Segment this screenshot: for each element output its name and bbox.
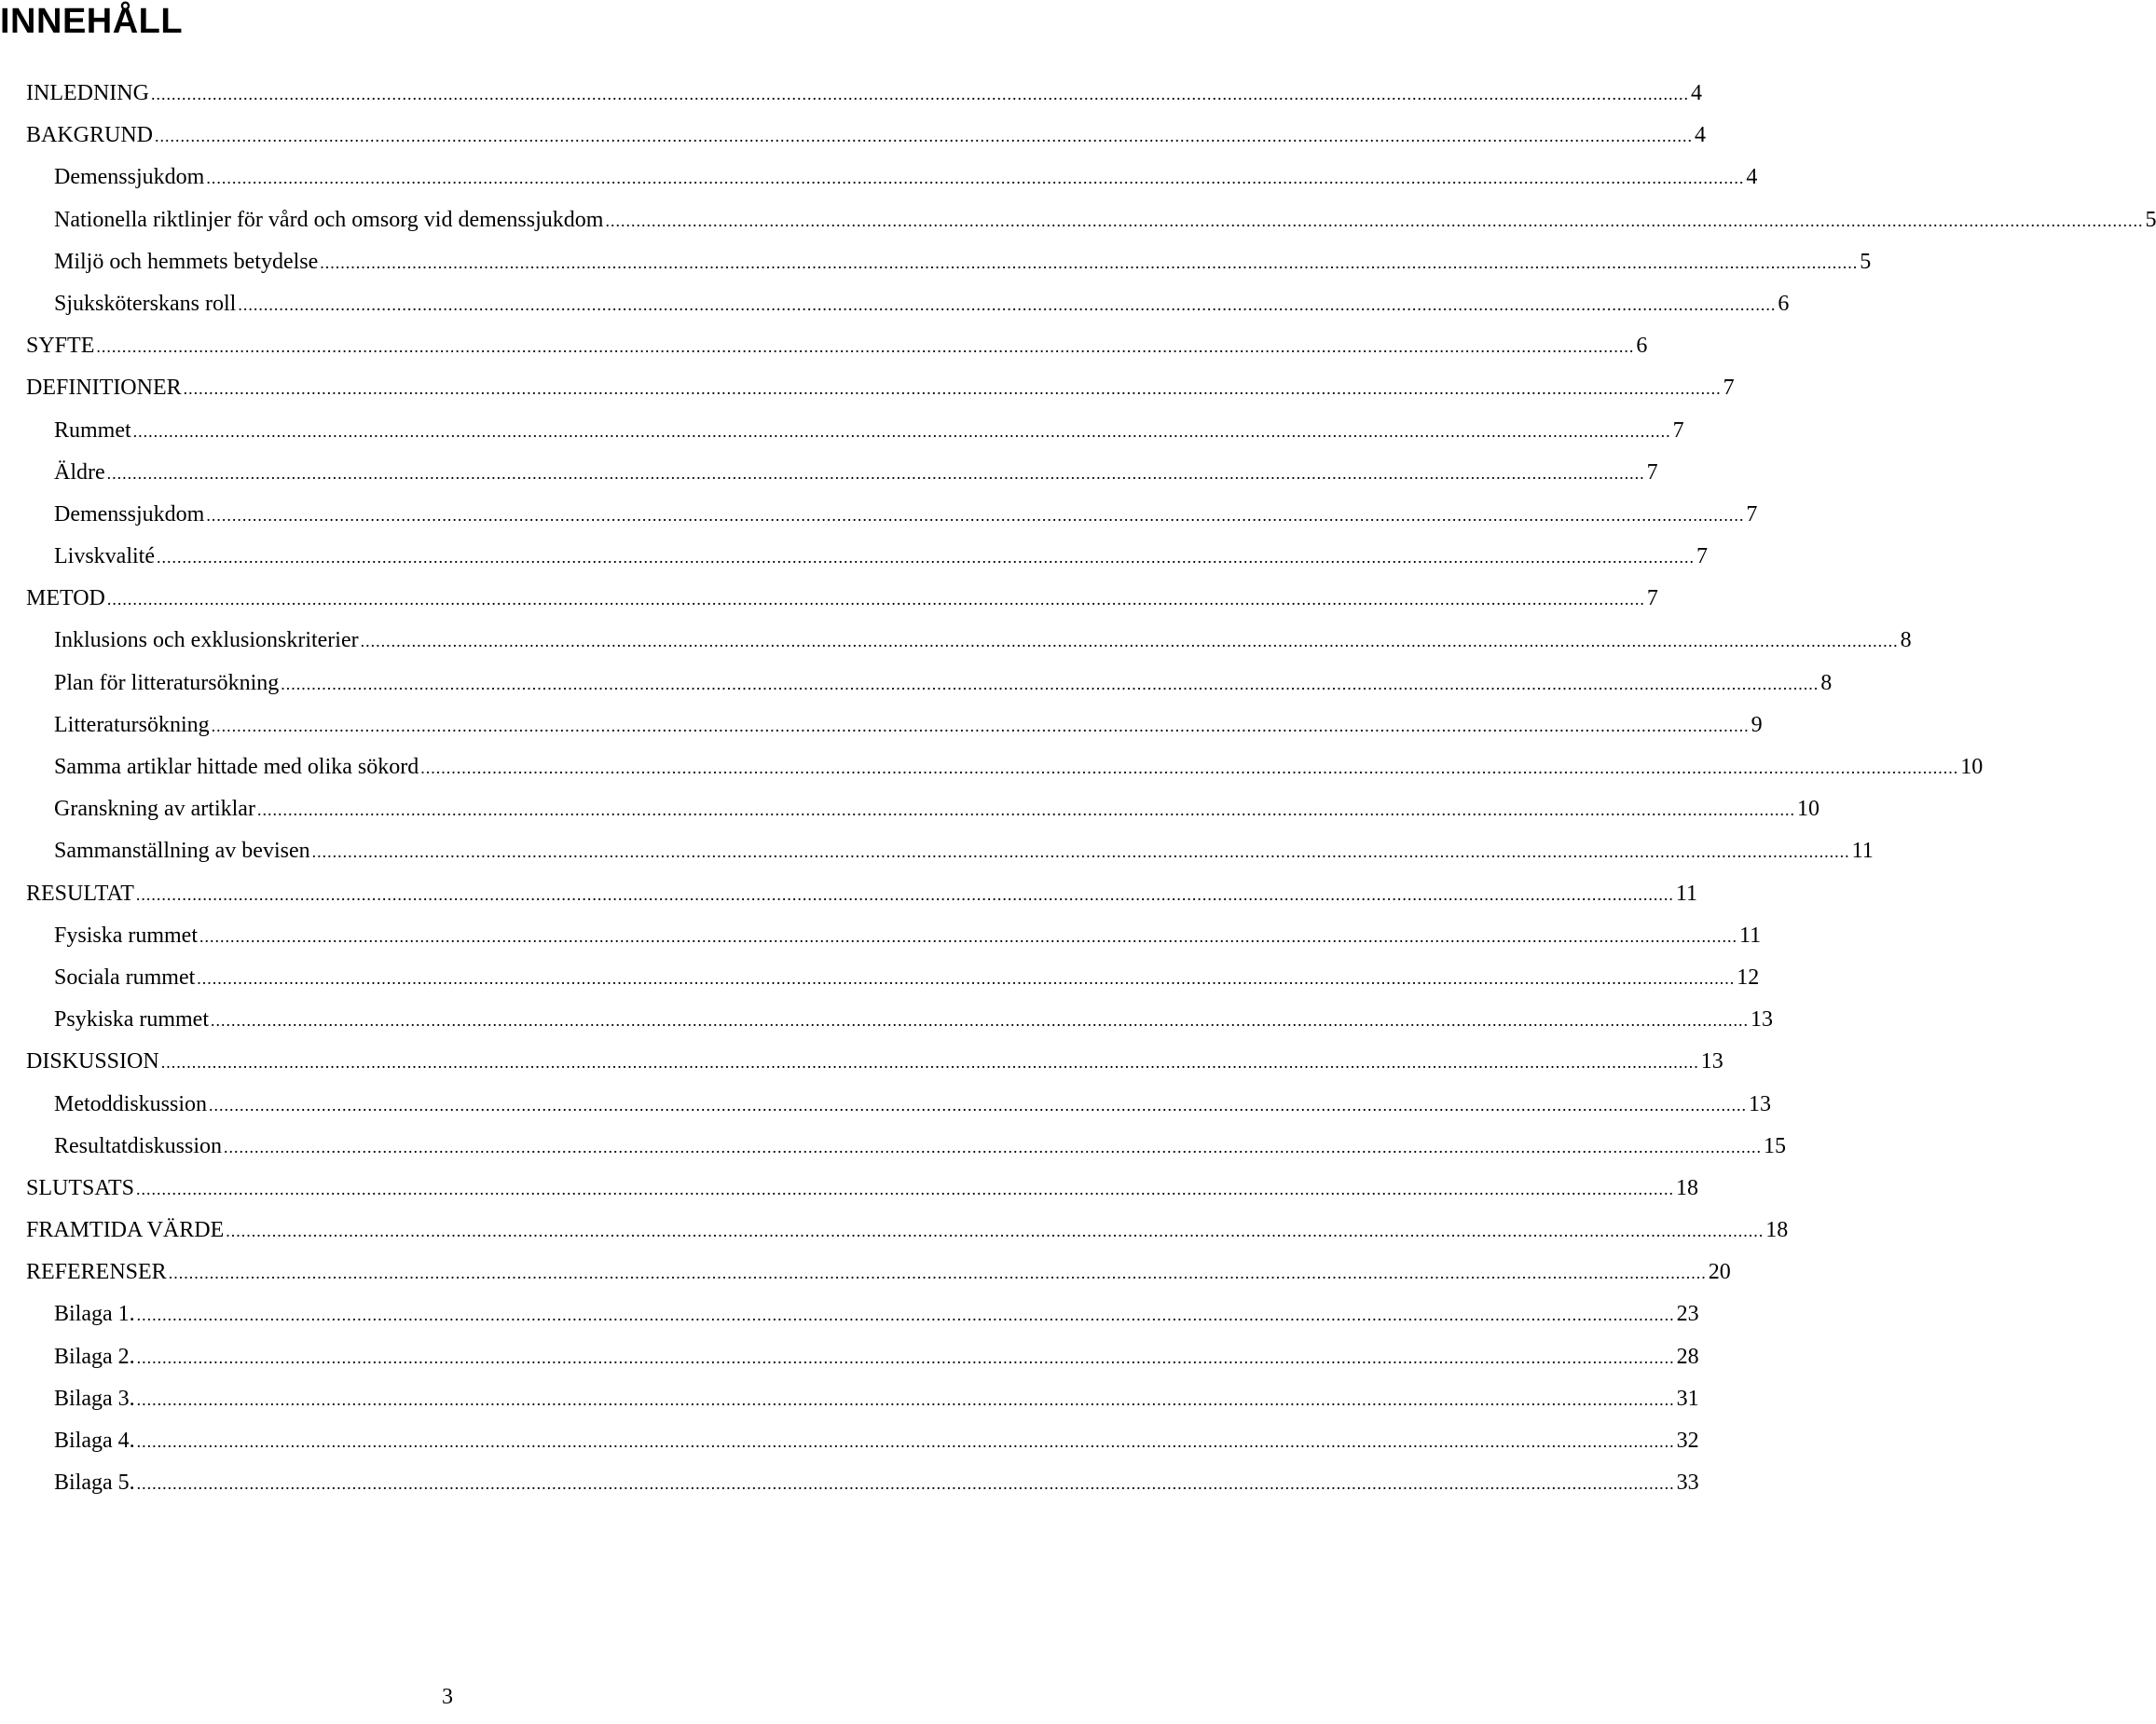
toc-entry[interactable] <box>26 830 1874 872</box>
toc-entry-page: 4 <box>1690 81 1702 105</box>
toc-entry-label: Metoddiskussion <box>54 1091 208 1116</box>
toc-entry[interactable] <box>26 915 1762 957</box>
toc-entry-page: 11 <box>1739 923 1762 948</box>
toc-entry[interactable] <box>26 788 1820 830</box>
toc-entry-label: Nationella riktlinjer för vård och omsorg vid demenssjukdom <box>54 207 604 232</box>
toc-dot-leader: ............................................................................................................................................................................................................................................................................................................ <box>320 253 1859 272</box>
toc-entry[interactable] <box>26 452 1658 494</box>
toc-entry-page: 18 <box>1765 1218 1789 1243</box>
toc-entry-page: 9 <box>1751 712 1763 737</box>
toc-entry-label: Äldre <box>54 459 105 485</box>
toc-entry[interactable] <box>26 620 1912 662</box>
toc-entry-label: SYFTE <box>26 334 95 359</box>
toc-dot-leader: ............................................................................................................................................................................................................................................................................................................ <box>199 926 1737 946</box>
toc-entry-page: 12 <box>1737 965 1760 990</box>
toc-entry-label: DISKUSSION <box>26 1049 159 1074</box>
toc-dot-leader: ............................................................................................................................................................................................................................................................................................................ <box>224 1137 1763 1156</box>
toc-dot-leader: ............................................................................................................................................................................................................................................................................................................ <box>155 127 1694 146</box>
toc-entry-label: Sammanställning av bevisen <box>54 839 310 864</box>
toc-entry-label: Litteratursökning <box>54 712 210 737</box>
toc-dot-leader: ............................................................................................................................................................................................................................................................................................................ <box>211 1011 1749 1031</box>
toc-entry-page: 7 <box>1723 376 1735 401</box>
toc-entry[interactable] <box>26 115 1707 157</box>
toc-dot-leader: ............................................................................................................................................................................................................................................................................................................ <box>256 800 1795 820</box>
toc-dot-leader: ............................................................................................................................................................................................................................................................................................................ <box>197 968 1736 988</box>
toc-entry-page: 8 <box>1900 628 1912 653</box>
toc-entry[interactable] <box>26 494 1758 536</box>
toc-entry[interactable] <box>26 1378 1699 1420</box>
toc-entry-label: Rummet <box>54 417 131 443</box>
toc-entry-page: 23 <box>1676 1302 1699 1327</box>
toc-entry-page: 13 <box>1751 1007 1773 1033</box>
toc-dot-leader: ............................................................................................................................................................................................................................................................................................................ <box>106 463 1645 483</box>
toc-dot-leader: ............................................................................................................................................................................................................................................................................................................ <box>168 1264 1707 1283</box>
toc-entry-label: Miljö och hemmets betydelse <box>54 249 319 274</box>
toc-entry[interactable] <box>26 999 1773 1041</box>
toc-entry[interactable] <box>26 325 1648 367</box>
toc-entry[interactable] <box>26 1126 1787 1168</box>
toc-dot-leader: ............................................................................................................................................................................................................................................................................................................ <box>106 590 1645 609</box>
toc-entry[interactable] <box>26 746 1984 788</box>
toc-entry[interactable] <box>26 1041 1723 1083</box>
toc-entry[interactable] <box>26 410 1684 452</box>
toc-entry[interactable] <box>26 1462 1699 1504</box>
page-number: 3 <box>442 1685 453 1709</box>
toc-entry[interactable] <box>26 536 1708 578</box>
toc-dot-leader: ............................................................................................................................................................................................................................................................................................................ <box>132 421 1671 441</box>
toc-dot-leader: ............................................................................................................................................................................................................................................................................................................ <box>160 1053 1699 1073</box>
toc-entry-label: BAKGRUND <box>26 123 154 148</box>
toc-entry-label: INLEDNING <box>26 81 149 105</box>
toc-entry-page: 7 <box>1696 544 1708 569</box>
toc-entry-page: 13 <box>1700 1049 1723 1074</box>
toc-dot-leader: ............................................................................................................................................................................................................................................................................................................ <box>206 169 1745 188</box>
toc-entry-page: 15 <box>1764 1133 1787 1158</box>
toc-entry[interactable] <box>26 1168 1699 1210</box>
toc-entry-label: METOD <box>26 586 105 611</box>
toc-dot-leader: ............................................................................................................................................................................................................................................................................................................ <box>311 842 1850 862</box>
toc-entry-page: 13 <box>1749 1091 1772 1116</box>
toc-entry-page: 20 <box>1708 1260 1731 1285</box>
toc-entry-page: 5 <box>2145 207 2156 232</box>
toc-entry-page: 7 <box>1646 586 1658 611</box>
toc-entry-label: Inklusions och exklusionskriterier <box>54 628 359 653</box>
toc-entry-page: 10 <box>1960 755 1984 779</box>
toc-entry-label: REFERENSER <box>26 1260 167 1285</box>
toc-dot-leader: ............................................................................................................................................................................................................................................................................................................ <box>209 1095 1748 1115</box>
toc-entry[interactable] <box>26 1336 1699 1378</box>
page-title: INNEHÅLL <box>0 2 184 41</box>
toc-entry[interactable] <box>26 73 1702 115</box>
toc-entry-label: Bilaga 5. <box>54 1471 135 1496</box>
toc-entry-page: 6 <box>1636 334 1648 359</box>
toc-entry-page: 31 <box>1676 1386 1699 1411</box>
toc-dot-leader: ............................................................................................................................................................................................................................................................................................................ <box>136 1389 1675 1409</box>
toc-entry[interactable] <box>26 1252 1731 1293</box>
toc-entry[interactable] <box>26 199 2156 241</box>
toc-entry-label: Sjuksköterskans roll <box>54 291 237 316</box>
toc-entry-page: 11 <box>1675 881 1697 906</box>
toc-entry[interactable] <box>26 957 1760 999</box>
toc-entry-label: Granskning av artiklar <box>54 797 255 822</box>
toc-entry-page: 10 <box>1796 797 1820 822</box>
toc-entry[interactable] <box>26 1084 1772 1126</box>
toc-entry[interactable] <box>26 1420 1699 1462</box>
toc-entry[interactable] <box>26 1210 1789 1252</box>
toc-dot-leader: ............................................................................................................................................................................................................................................................................................................ <box>605 211 2144 230</box>
toc-entry-page: 33 <box>1676 1471 1699 1496</box>
toc-entry-page: 4 <box>1746 165 1758 190</box>
toc-entry-label: RESULTAT <box>26 881 134 906</box>
toc-entry-label: Resultatdiskussion <box>54 1133 223 1158</box>
toc-entry[interactable] <box>26 157 1758 198</box>
toc-entry-page: 4 <box>1695 123 1707 148</box>
toc-entry-label: Samma artiklar hittade med olika sökord <box>54 755 419 779</box>
toc-entry[interactable] <box>26 367 1735 409</box>
toc-dot-leader: ............................................................................................................................................................................................................................................................................................................ <box>150 85 1689 103</box>
toc-entry-label: Bilaga 4. <box>54 1429 135 1453</box>
toc-dot-leader: ............................................................................................................................................................................................................................................................................................................ <box>136 1179 1675 1198</box>
toc-entry-page: 28 <box>1676 1344 1699 1369</box>
toc-dot-leader: ............................................................................................................................................................................................................................................................................................................ <box>136 1348 1675 1367</box>
toc-entry-page: 32 <box>1676 1429 1699 1453</box>
toc-dot-leader: ............................................................................................................................................................................................................................................................................................................ <box>420 759 1959 777</box>
toc-dot-leader: ............................................................................................................................................................................................................................................................................................................ <box>206 505 1745 525</box>
toc-dot-leader: ............................................................................................................................................................................................................................................................................................................ <box>238 294 1777 314</box>
toc-entry-page: 7 <box>1746 501 1758 527</box>
toc-entry-page: 7 <box>1672 417 1684 443</box>
toc-entry[interactable] <box>26 705 1763 746</box>
toc-dot-leader: ............................................................................................................................................................................................................................................................................................................ <box>183 379 1722 399</box>
toc-dot-leader: ............................................................................................................................................................................................................................................................................................................ <box>135 884 1674 904</box>
toc-dot-leader: ............................................................................................................................................................................................................................................................................................................ <box>156 548 1695 568</box>
toc-entry-page: 18 <box>1676 1175 1699 1200</box>
toc-entry-page: 7 <box>1646 459 1658 485</box>
toc-dot-leader: ............................................................................................................................................................................................................................................................................................................ <box>136 1432 1675 1451</box>
toc-entry-page: 8 <box>1820 670 1833 695</box>
toc-entry[interactable] <box>26 1293 1699 1335</box>
toc-entry-label: Fysiska rummet <box>54 923 198 948</box>
table-of-contents <box>26 73 2156 1504</box>
toc-entry[interactable] <box>26 663 1833 705</box>
toc-entry-label: Psykiska rummet <box>54 1007 209 1033</box>
toc-dot-leader: ............................................................................................................................................................................................................................................................................................................ <box>136 1306 1675 1325</box>
toc-entry[interactable] <box>26 873 1697 915</box>
toc-entry-label: Sociala rummet <box>54 965 196 990</box>
toc-entry-page: 11 <box>1851 839 1874 864</box>
toc-entry-label: Bilaga 3. <box>54 1386 135 1411</box>
toc-dot-leader: ............................................................................................................................................................................................................................................................................................................ <box>96 337 1635 357</box>
toc-dot-leader: ............................................................................................................................................................................................................................................................................................................ <box>226 1222 1765 1241</box>
toc-entry-label: FRAMTIDA VÄRDE <box>26 1218 225 1243</box>
toc-dot-leader: ............................................................................................................................................................................................................................................................................................................ <box>136 1474 1675 1494</box>
toc-dot-leader: ............................................................................................................................................................................................................................................................................................................ <box>281 674 1820 693</box>
toc-entry-label: DEFINITIONER <box>26 376 182 401</box>
toc-entry-label: Demenssjukdom <box>54 501 205 527</box>
toc-entry-label: Bilaga 2. <box>54 1344 135 1369</box>
toc-entry[interactable] <box>26 578 1658 620</box>
toc-entry-label: Livskvalité <box>54 544 155 569</box>
toc-entry-label: SLUTSATS <box>26 1175 135 1200</box>
toc-entry[interactable] <box>26 283 1790 325</box>
toc-dot-leader: ............................................................................................................................................................................................................................................................................................................ <box>360 632 1899 651</box>
toc-entry-page: 6 <box>1778 291 1790 316</box>
toc-entry-label: Plan för litteratursökning <box>54 670 280 695</box>
toc-entry-page: 5 <box>1860 249 1872 274</box>
toc-entry-label: Bilaga 1. <box>54 1302 135 1327</box>
toc-entry[interactable] <box>26 241 1872 283</box>
toc-dot-leader: ............................................................................................................................................................................................................................................................................................................ <box>211 716 1750 735</box>
toc-entry-label: Demenssjukdom <box>54 165 205 190</box>
